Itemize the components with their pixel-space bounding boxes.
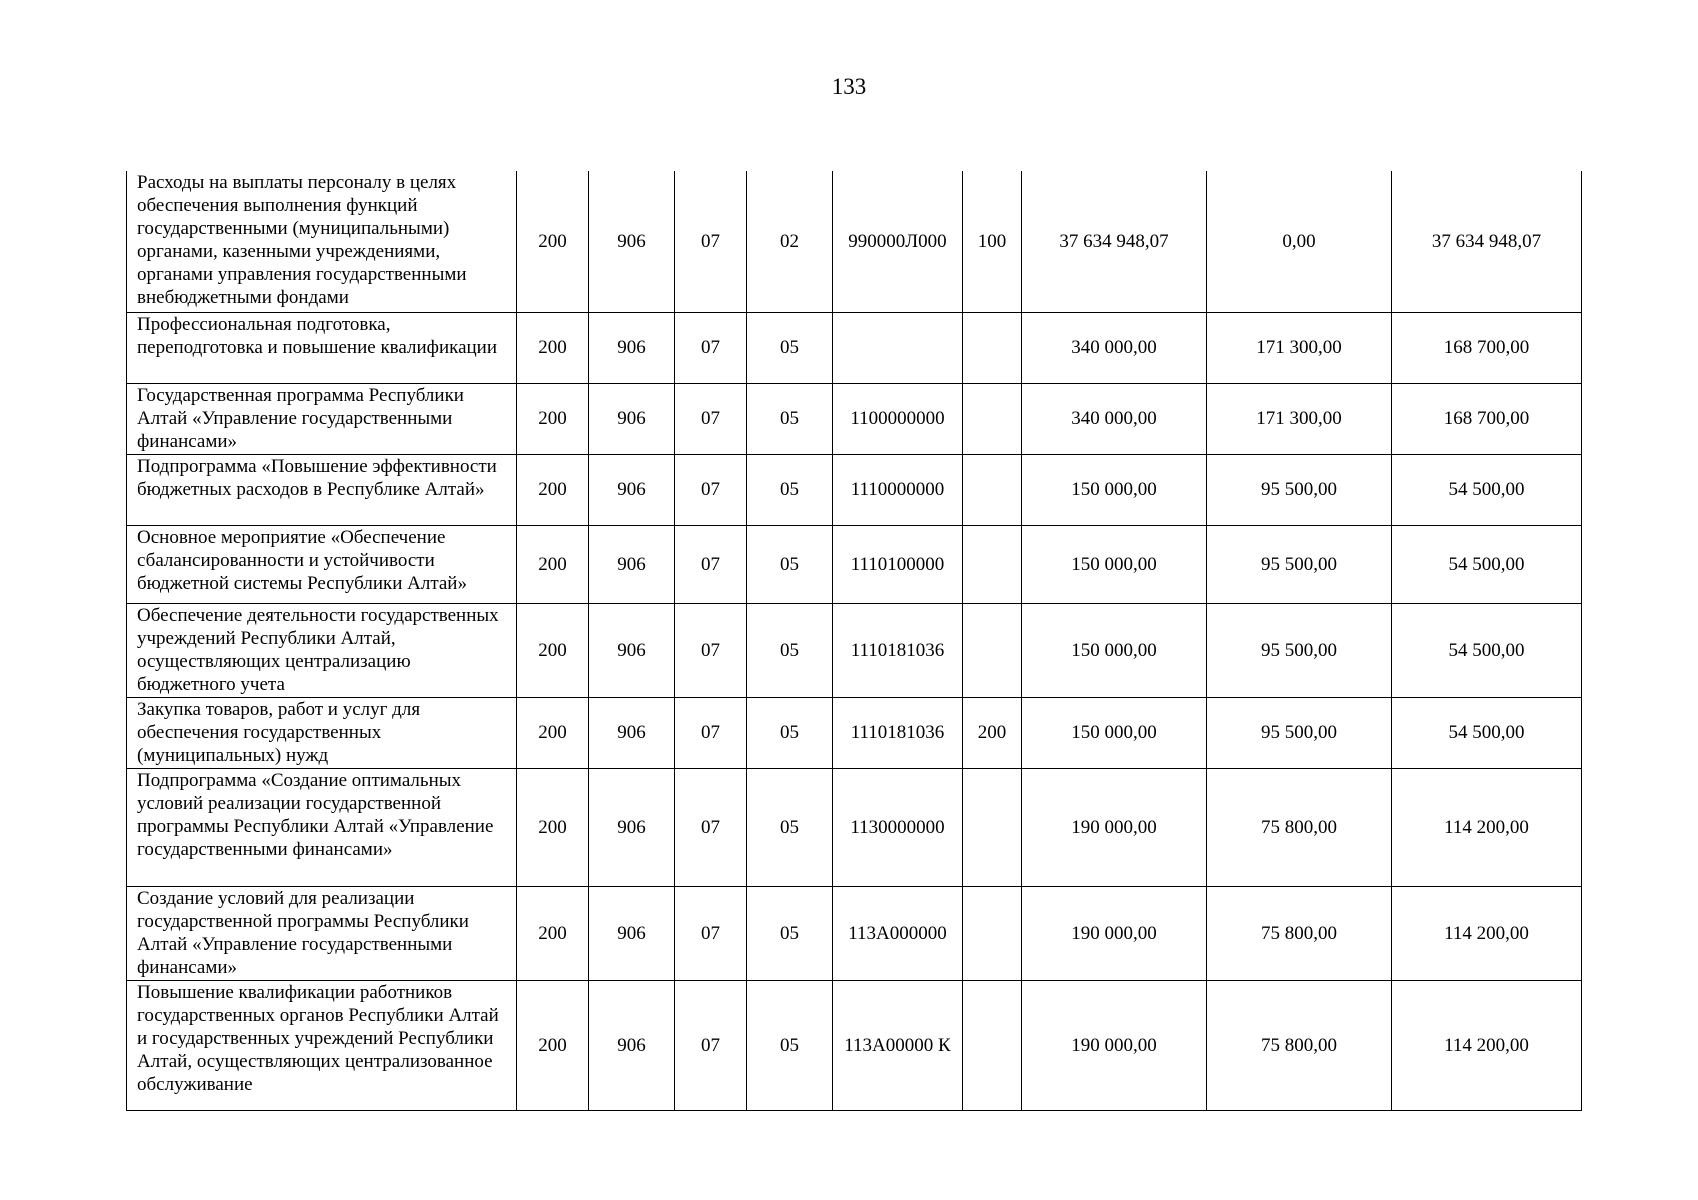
cell-section: 07 bbox=[675, 525, 747, 603]
row-name: Подпрограмма «Повышение эффективности бюджетных расходов в Республике Алтай» bbox=[127, 454, 517, 525]
cell-amount-1: 190 000,00 bbox=[1022, 768, 1207, 886]
cell-expense-type bbox=[963, 603, 1022, 697]
cell-amount-3: 54 500,00 bbox=[1392, 603, 1582, 697]
cell-admin-code: 200 bbox=[517, 312, 589, 383]
cell-target-article bbox=[833, 312, 963, 383]
cell-amount-3: 114 200,00 bbox=[1392, 886, 1582, 980]
cell-amount-1: 190 000,00 bbox=[1022, 886, 1207, 980]
cell-admin-code: 200 bbox=[517, 383, 589, 454]
table-row bbox=[127, 454, 1582, 525]
cell-amount-2: 75 800,00 bbox=[1207, 980, 1392, 1110]
cell-amount-3: 114 200,00 bbox=[1392, 768, 1582, 886]
cell-admin-code: 200 bbox=[517, 980, 589, 1110]
cell-expense-type: 100 bbox=[963, 171, 1022, 312]
table-row bbox=[127, 980, 1582, 1110]
cell-subsection: 05 bbox=[747, 454, 833, 525]
cell-target-article: 113А00000 К bbox=[833, 980, 963, 1110]
cell-section: 07 bbox=[675, 603, 747, 697]
cell-amount-1: 150 000,00 bbox=[1022, 454, 1207, 525]
cell-section: 07 bbox=[675, 454, 747, 525]
cell-section: 07 bbox=[675, 980, 747, 1110]
row-name: Государственная программа Республики Алтай «Управление государственными финансами» bbox=[127, 383, 517, 454]
cell-subsection: 05 bbox=[747, 980, 833, 1110]
cell-admin-code: 200 bbox=[517, 171, 589, 312]
cell-expense-type bbox=[963, 312, 1022, 383]
cell-amount-3: 54 500,00 bbox=[1392, 697, 1582, 768]
cell-admin-code: 200 bbox=[517, 603, 589, 697]
cell-ministry-code: 906 bbox=[589, 980, 675, 1110]
cell-amount-2: 95 500,00 bbox=[1207, 525, 1392, 603]
table-row bbox=[127, 886, 1582, 980]
row-name: Расходы на выплаты персоналу в целях обеспечения выполнения функций государственными (муниципальными) органами, казенными учреждениями, органами управления государственными внебюджетными фондами bbox=[127, 171, 517, 312]
row-name: Основное мероприятие «Обеспечение сбалансированности и устойчивости бюджетной системы Республики Алтай» bbox=[127, 525, 517, 603]
cell-amount-3: 54 500,00 bbox=[1392, 454, 1582, 525]
cell-section: 07 bbox=[675, 171, 747, 312]
cell-amount-2: 171 300,00 bbox=[1207, 312, 1392, 383]
cell-admin-code: 200 bbox=[517, 886, 589, 980]
row-name: Обеспечение деятельности государственных учреждений Республики Алтай, осуществляющих централизацию бюджетного учета bbox=[127, 603, 517, 697]
cell-amount-2: 171 300,00 bbox=[1207, 383, 1392, 454]
cell-expense-type bbox=[963, 383, 1022, 454]
table-row bbox=[127, 525, 1582, 603]
cell-amount-2: 75 800,00 bbox=[1207, 768, 1392, 886]
cell-target-article: 113А000000 bbox=[833, 886, 963, 980]
cell-expense-type bbox=[963, 980, 1022, 1110]
cell-expense-type bbox=[963, 886, 1022, 980]
cell-amount-1: 340 000,00 bbox=[1022, 383, 1207, 454]
cell-ministry-code: 906 bbox=[589, 603, 675, 697]
cell-admin-code: 200 bbox=[517, 697, 589, 768]
cell-amount-3: 114 200,00 bbox=[1392, 980, 1582, 1110]
cell-amount-2: 95 500,00 bbox=[1207, 697, 1392, 768]
table-row bbox=[127, 312, 1582, 383]
cell-section: 07 bbox=[675, 768, 747, 886]
cell-target-article: 1110181036 bbox=[833, 697, 963, 768]
cell-subsection: 05 bbox=[747, 525, 833, 603]
cell-ministry-code: 906 bbox=[589, 697, 675, 768]
cell-amount-3: 54 500,00 bbox=[1392, 525, 1582, 603]
cell-section: 07 bbox=[675, 383, 747, 454]
cell-amount-2: 0,00 bbox=[1207, 171, 1392, 312]
cell-amount-1: 150 000,00 bbox=[1022, 697, 1207, 768]
cell-amount-2: 95 500,00 bbox=[1207, 454, 1392, 525]
cell-amount-3: 37 634 948,07 bbox=[1392, 171, 1582, 312]
cell-subsection: 05 bbox=[747, 383, 833, 454]
cell-amount-1: 37 634 948,07 bbox=[1022, 171, 1207, 312]
budget-table bbox=[126, 171, 1582, 1111]
cell-subsection: 05 bbox=[747, 603, 833, 697]
row-name: Закупка товаров, работ и услуг для обеспечения государственных (муниципальных) нужд bbox=[127, 697, 517, 768]
cell-target-article: 1110181036 bbox=[833, 603, 963, 697]
cell-section: 07 bbox=[675, 312, 747, 383]
table-row bbox=[127, 697, 1582, 768]
page-number: 133 bbox=[831, 74, 867, 99]
table-row bbox=[127, 768, 1582, 886]
cell-amount-3: 168 700,00 bbox=[1392, 383, 1582, 454]
cell-target-article: 990000Л000 bbox=[833, 171, 963, 312]
cell-ministry-code: 906 bbox=[589, 525, 675, 603]
cell-target-article: 1110100000 bbox=[833, 525, 963, 603]
cell-expense-type bbox=[963, 768, 1022, 886]
cell-subsection: 02 bbox=[747, 171, 833, 312]
cell-amount-1: 190 000,00 bbox=[1022, 980, 1207, 1110]
cell-amount-1: 150 000,00 bbox=[1022, 603, 1207, 697]
table-row bbox=[127, 171, 1582, 312]
row-name: Создание условий для реализации государственной программы Республики Алтай «Управление государственными финансами» bbox=[127, 886, 517, 980]
cell-admin-code: 200 bbox=[517, 525, 589, 603]
cell-expense-type bbox=[963, 454, 1022, 525]
cell-amount-1: 340 000,00 bbox=[1022, 312, 1207, 383]
row-name: Профессиональная подготовка, переподготовка и повышение квалификации bbox=[127, 312, 517, 383]
cell-subsection: 05 bbox=[747, 768, 833, 886]
cell-expense-type: 200 bbox=[963, 697, 1022, 768]
cell-amount-2: 75 800,00 bbox=[1207, 886, 1392, 980]
table-row bbox=[127, 383, 1582, 454]
cell-ministry-code: 906 bbox=[589, 312, 675, 383]
cell-section: 07 bbox=[675, 886, 747, 980]
cell-amount-2: 95 500,00 bbox=[1207, 603, 1392, 697]
cell-admin-code: 200 bbox=[517, 768, 589, 886]
cell-subsection: 05 bbox=[747, 886, 833, 980]
cell-ministry-code: 906 bbox=[589, 454, 675, 525]
row-name: Подпрограмма «Создание оптимальных условий реализации государственной программы Республики Алтай «Управление государственными финансами» bbox=[127, 768, 517, 886]
cell-target-article: 1110000000 bbox=[833, 454, 963, 525]
cell-amount-1: 150 000,00 bbox=[1022, 525, 1207, 603]
cell-subsection: 05 bbox=[747, 697, 833, 768]
cell-target-article: 1130000000 bbox=[833, 768, 963, 886]
cell-section: 07 bbox=[675, 697, 747, 768]
cell-admin-code: 200 bbox=[517, 454, 589, 525]
cell-target-article: 1100000000 bbox=[833, 383, 963, 454]
cell-ministry-code: 906 bbox=[589, 383, 675, 454]
cell-amount-3: 168 700,00 bbox=[1392, 312, 1582, 383]
row-name: Повышение квалификации работников государственных органов Республики Алтай и государственных учреждений Республики Алтай, осуществляющих централизованное обслуживание bbox=[127, 980, 517, 1110]
table-row bbox=[127, 603, 1582, 697]
cell-ministry-code: 906 bbox=[589, 768, 675, 886]
cell-ministry-code: 906 bbox=[589, 886, 675, 980]
cell-ministry-code: 906 bbox=[589, 171, 675, 312]
cell-expense-type bbox=[963, 525, 1022, 603]
cell-subsection: 05 bbox=[747, 312, 833, 383]
